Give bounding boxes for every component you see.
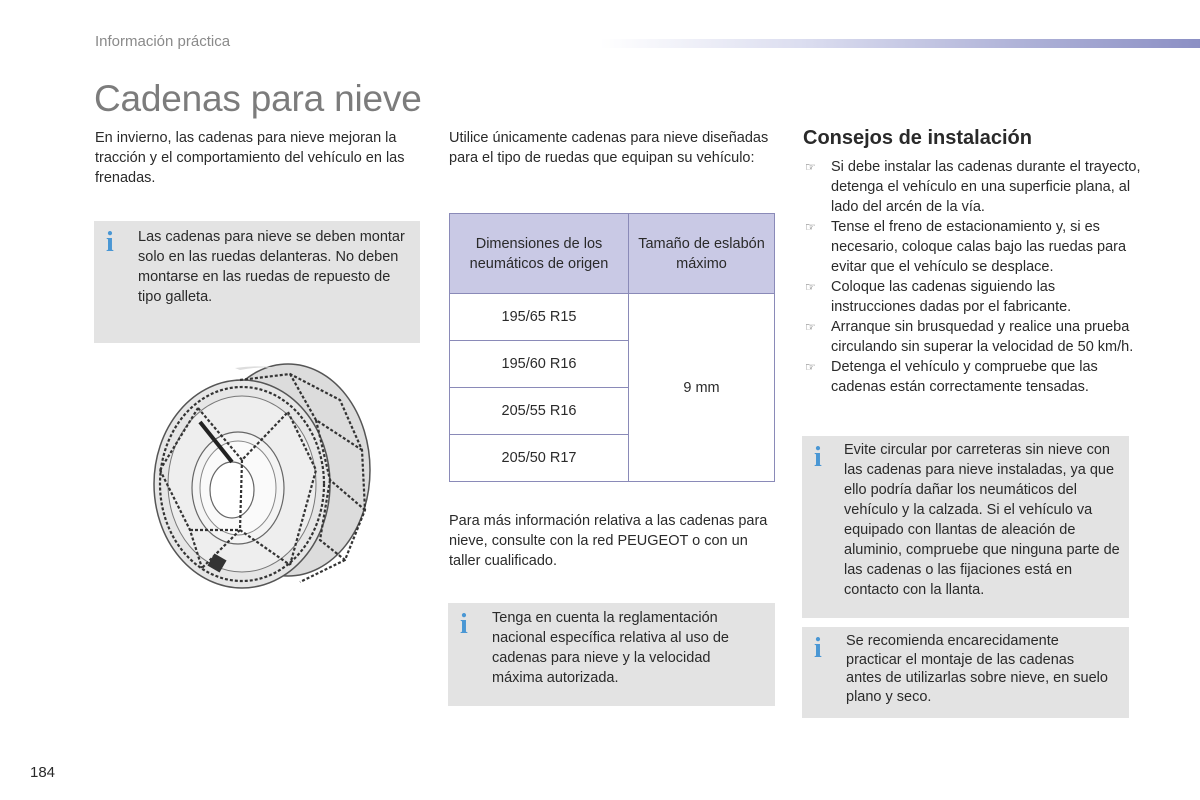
list-item: ☞ Tense el freno de estacionamiento y, si es necesario, coloque calas bajo las ruedas para evitar que el vehículo se desplace. — [805, 219, 1127, 275]
info-icon: i — [106, 227, 114, 258]
table-cell-tire-size: 195/65 R15 — [450, 294, 629, 341]
section-label: Información práctica — [95, 33, 231, 50]
finger-pointer-icon: ☞ — [805, 160, 816, 174]
table-cell-tire-size: 195/60 R16 — [450, 341, 629, 388]
table-header-row — [450, 214, 775, 294]
intro-paragraph: En invierno, las cadenas para nieve mejoran la tracción y el comportamiento del vehículo en las frenadas. — [95, 130, 405, 186]
info-box-practice — [802, 627, 1129, 718]
finger-pointer-icon: ☞ — [805, 280, 816, 294]
more-info-paragraph: Para más información relativa a las cadenas para nieve, consulte con la red PEUGEOT o con un taller cualificado. — [449, 513, 768, 569]
info-box-text: Las cadenas para nieve se deben montar solo en las ruedas delanteras. No deben montarse en las ruedas de repuesto de tipo galleta. — [138, 229, 405, 305]
finger-pointer-icon: ☞ — [805, 220, 816, 234]
info-box-text: Evite circular por carreteras sin nieve con las cadenas para nieve instaladas, ya que ello podría dañar los neumáticos del vehículo y la calzada. Si el vehículo va equipado con llantas de aleación de aluminio, compruebe que ninguna parte de las cadenas o las fijaciones está en contacto con la llanta. — [844, 442, 1120, 598]
info-box-snowless-roads — [802, 436, 1129, 618]
info-icon: i — [460, 609, 468, 640]
table-header-link-size: Tamaño de eslabón máximo — [629, 214, 775, 294]
table-cell-tire-size: 205/50 R17 — [450, 435, 629, 482]
installation-tips-list — [803, 157, 1143, 397]
info-icon: i — [814, 442, 822, 473]
table-cell-link-size: 9 mm — [629, 294, 775, 482]
tire-size-table — [449, 213, 775, 482]
info-box-front-wheels — [94, 221, 420, 343]
tire-with-snow-chains-illustration — [140, 360, 380, 595]
info-box-regulations — [448, 603, 775, 706]
table-row — [450, 294, 775, 341]
list-item: ☞ Coloque las cadenas siguiendo las instrucciones dadas por el fabricante. — [805, 279, 1072, 315]
info-box-text: Tenga en cuenta la reglamentación nacional específica relativa al uso de cadenas para nieve y la velocidad máxima autorizada. — [492, 610, 729, 686]
page-number: 184 — [30, 764, 56, 781]
list-item: ☞ Si debe instalar las cadenas durante el trayecto, detenga el vehículo en una superficie plana, al lado del arcén de la vía. — [805, 159, 1141, 215]
list-item: ☞ Arranque sin brusquedad y realice una prueba circulando sin superar la velocidad de 50 km/h. — [805, 319, 1134, 355]
header-accent-bar — [600, 39, 1200, 48]
table-intro-paragraph: Utilice únicamente cadenas para nieve diseñadas para el tipo de ruedas que equipan su vehículo: — [449, 130, 769, 166]
page-title: Cadenas para nieve — [94, 78, 422, 119]
info-box-text: Se recomienda encarecidamente practicar el montaje de las cadenas antes de utilizarlas sobre nieve, en suelo plano y seco. — [846, 633, 1108, 705]
table-header-tire-dimensions: Dimensiones de los neumáticos de origen — [450, 214, 629, 294]
finger-pointer-icon: ☞ — [805, 320, 816, 334]
installation-tips-heading: Consejos de instalación — [803, 127, 1032, 149]
finger-pointer-icon: ☞ — [805, 360, 816, 374]
list-item: ☞ Detenga el vehículo y compruebe que las cadenas están correctamente tensadas. — [805, 359, 1098, 395]
info-icon: i — [814, 633, 822, 664]
table-cell-tire-size: 205/55 R16 — [450, 388, 629, 435]
